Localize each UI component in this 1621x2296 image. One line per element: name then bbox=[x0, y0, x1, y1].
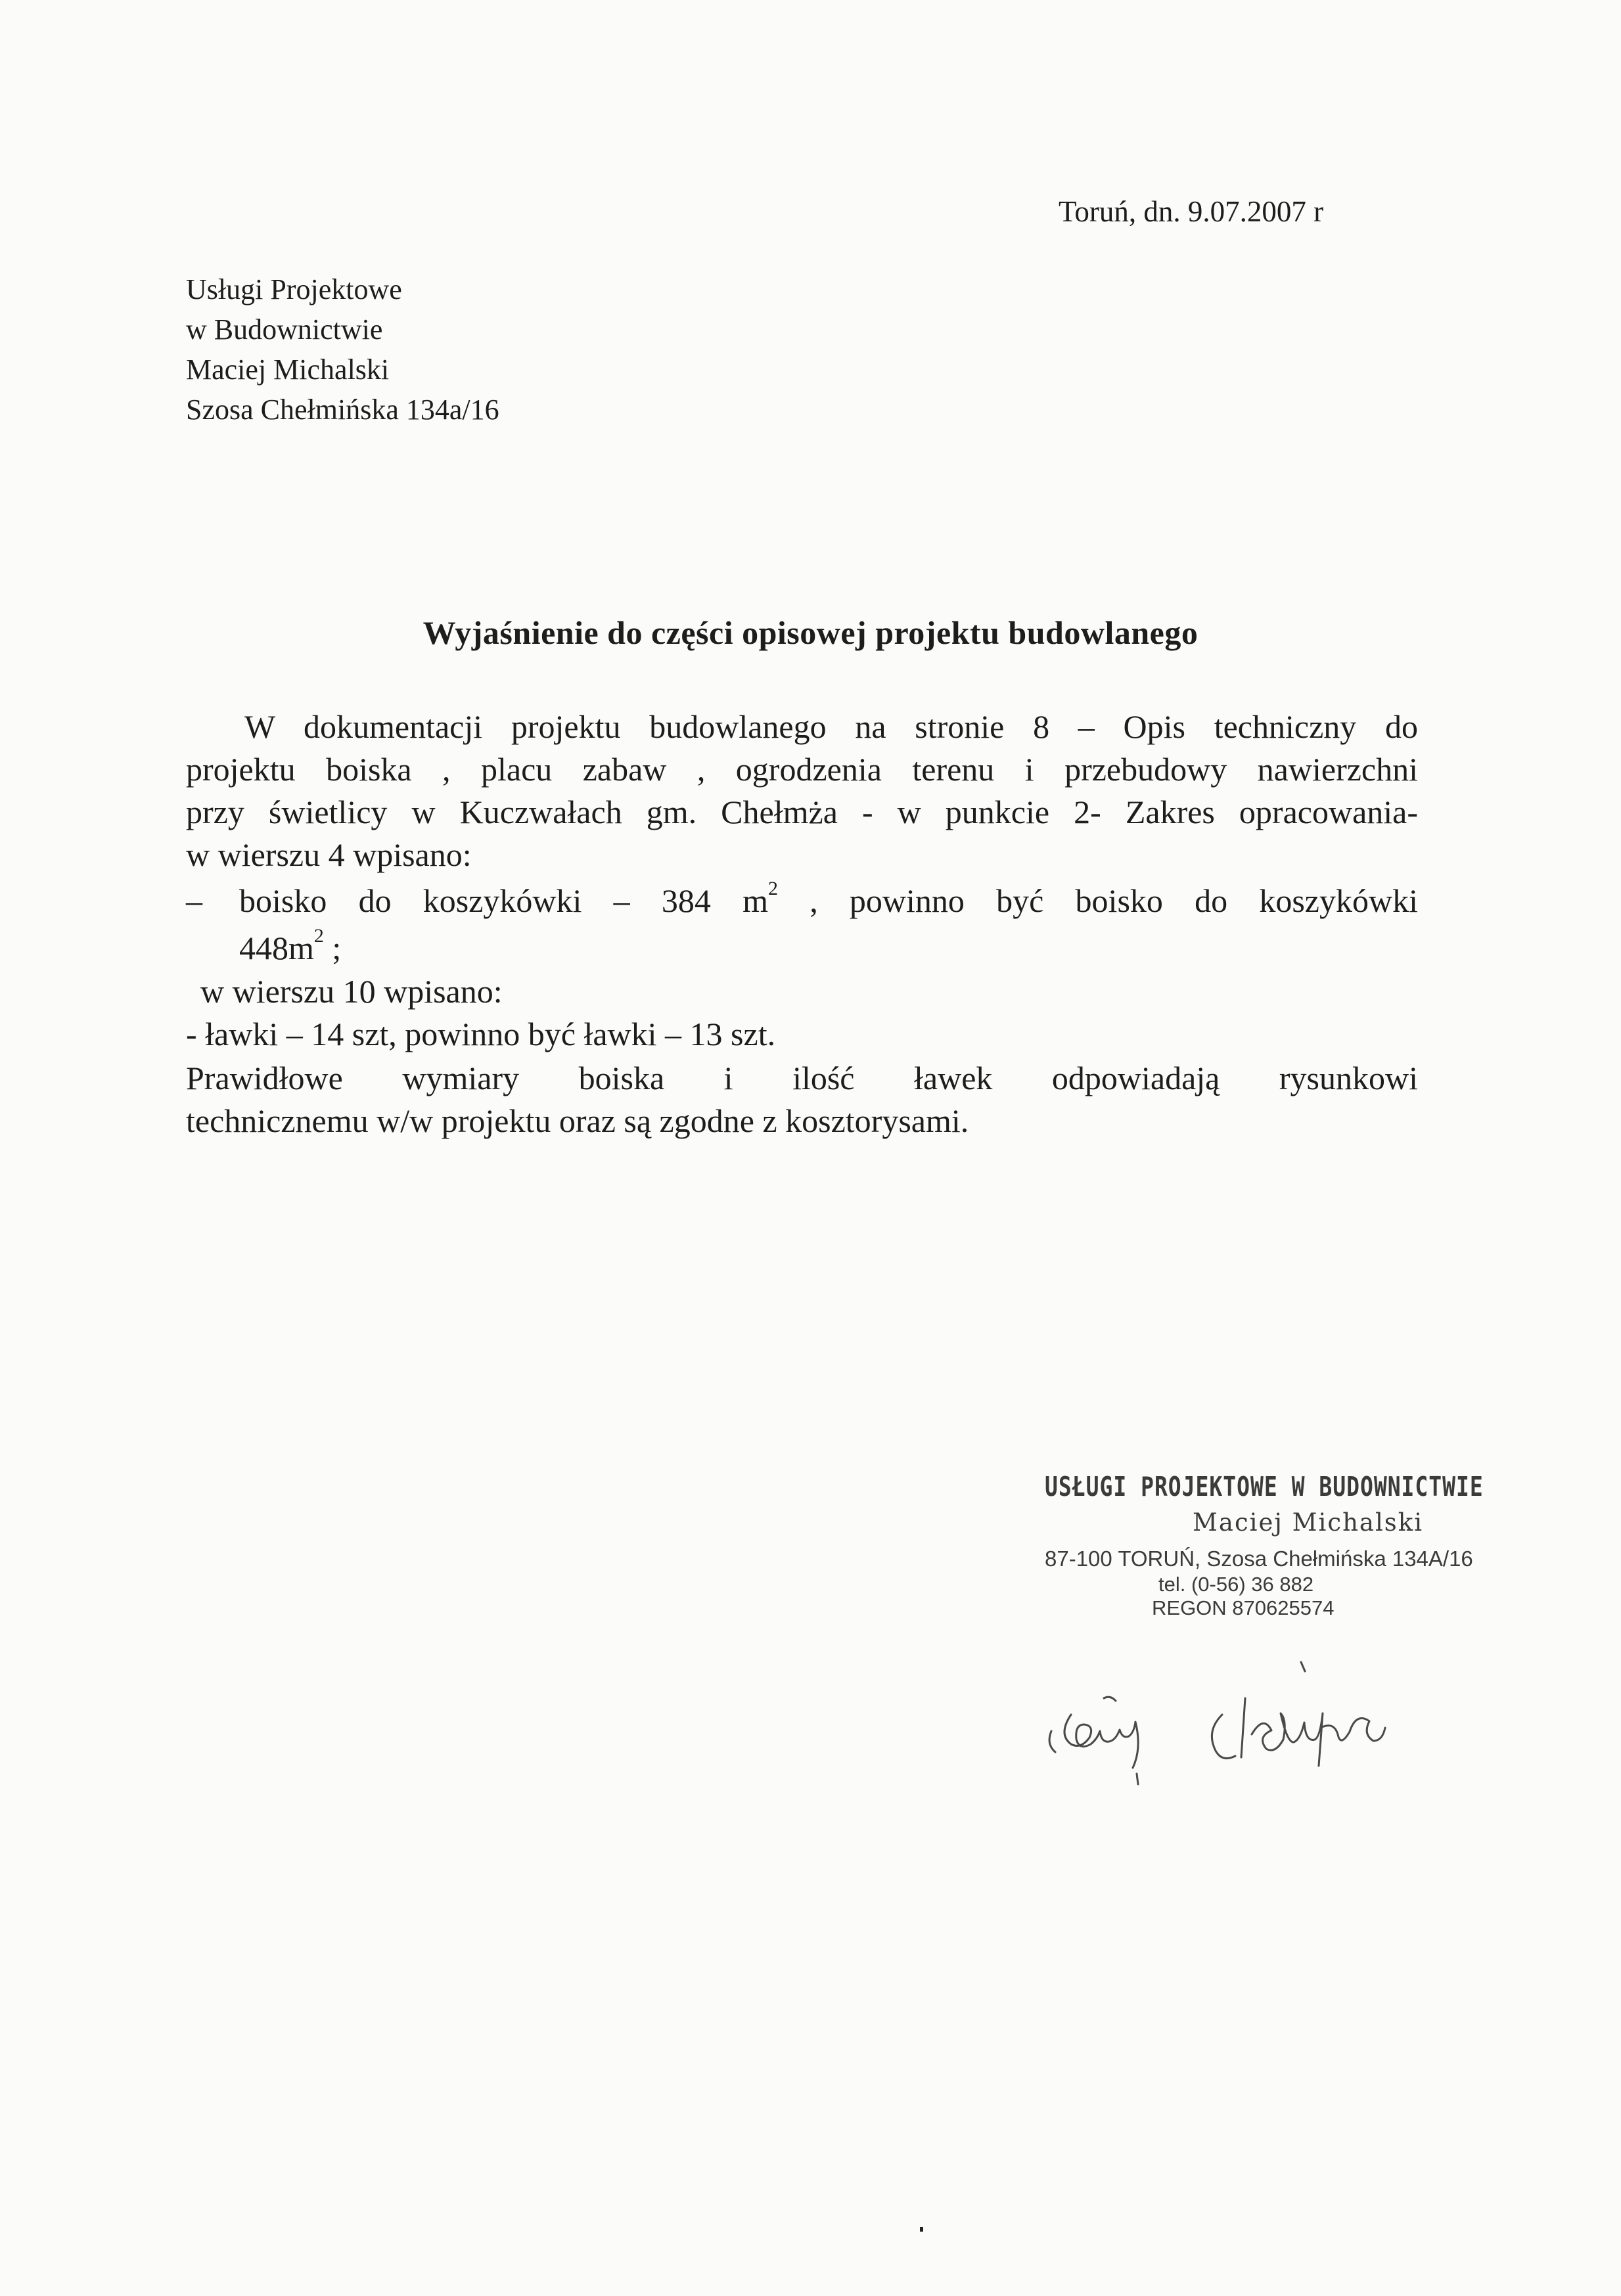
correction-text: boisko do koszykówki – 384 m bbox=[239, 882, 768, 919]
sender-line: Maciej Michalski bbox=[186, 353, 390, 386]
correction-area-value bbox=[239, 925, 342, 967]
sender-line: Szosa Chełmińska 134a/16 bbox=[186, 394, 499, 426]
area-suffix: ; bbox=[323, 930, 342, 966]
sender-address bbox=[186, 269, 499, 430]
company-stamp bbox=[1045, 1470, 1484, 1621]
sender-line: w Budownictwie bbox=[186, 313, 383, 346]
stamp-company-name: USŁUGI PROJEKTOWE W BUDOWNICTWIE bbox=[1045, 1470, 1484, 1502]
body-line: w wierszu 10 wpisano: bbox=[200, 973, 503, 1010]
scan-speck bbox=[920, 2227, 923, 2232]
correction-benches: - ławki – 14 szt, powinno być ławki – 13 szt. bbox=[186, 1016, 776, 1052]
stamp-address: 87-100 TORUŃ, Szosa Chełmińska 134A/16 bbox=[1045, 1546, 1473, 1571]
sender-line: Usługi Projektowe bbox=[186, 273, 402, 305]
superscript: 2 bbox=[313, 925, 324, 947]
body-line: projektu boiska , placu zabaw , ogrodzenia terenu i przebudowy nawierzchni bbox=[186, 751, 1418, 788]
stamp-phone: tel. (0-56) 36 882 bbox=[1158, 1573, 1314, 1596]
handwritten-signature bbox=[1025, 1636, 1432, 1787]
document-title: Wyjaśnienie do części opisowej projektu budowlanego bbox=[422, 614, 1199, 651]
stamp-owner-name: Maciej Michalski bbox=[1193, 1508, 1424, 1537]
body-line: przy świetlicy w Kuczwałach gm. Chełmża - w punkcie 2- Zakres opracowania- bbox=[186, 794, 1418, 830]
area-value: 448m bbox=[239, 930, 314, 966]
correction-basketball bbox=[239, 878, 1418, 920]
superscript: 2 bbox=[767, 878, 778, 899]
list-bullet: – bbox=[186, 882, 202, 919]
correction-text: , powinno być boisko do koszykówki bbox=[810, 882, 1418, 919]
body-line: W dokumentacji projektu budowlanego na stronie 8 – Opis techniczny do bbox=[244, 708, 1418, 745]
body-line: technicznemu w/w projektu oraz są zgodne z kosztorysami. bbox=[186, 1102, 969, 1139]
letter-date: Toruń, dn. 9.07.2007 r bbox=[1059, 195, 1324, 228]
body-line: w wierszu 4 wpisano: bbox=[186, 836, 472, 873]
stamp-regon: REGON 870625574 bbox=[1152, 1596, 1335, 1619]
body-line: Prawidłowe wymiary boiska i ilość ławek odpowiadają rysunkowi bbox=[186, 1060, 1418, 1096]
